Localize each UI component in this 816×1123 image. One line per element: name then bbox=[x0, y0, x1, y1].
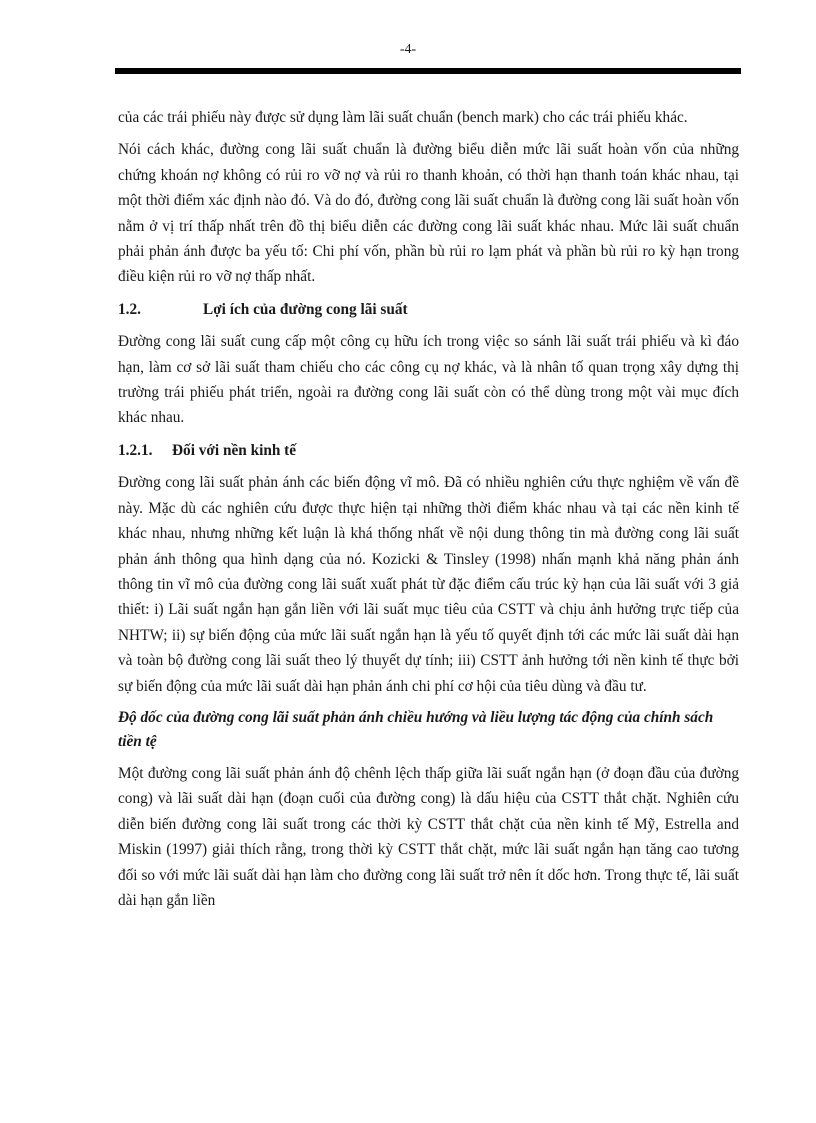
paragraph-4: Đường cong lãi suất phản ánh các biến động vĩ mô. Đã có nhiều nghiên cứu thực nghiệm về vấn đề này. Mặc dù các nghiên cứu được thực hiện tại những thời điểm khác nhau và tại các nền kinh tế khác nhau, nhưng những kết luận là khá thống nhất về nội dung thông tin mà đường cong lãi suất phản ánh thông qua hình dạng của nó. Kozicki & Tinsley (1998) nhấn mạnh khả năng phản ánh thông tin vĩ mô của đường cong lãi suất xuất phát từ đặc điểm cấu trúc kỳ hạn của lãi suất với 3 giả thiết: i) Lãi suất ngắn hạn gắn liền với lãi suất mục tiêu của CSTT và chịu ảnh hưởng trực tiếp của NHTW; ii) sự biến động của mức lãi suất ngắn hạn là yếu tố quyết định tới các mức lãi suất dài hạn và toàn bộ đường cong lãi suất theo lý thuyết dự tính; iii) CSTT ảnh hưởng tới nền kinh tế thực bởi sự biến động của mức lãi suất dài hạn phản ánh chi phí cơ hội của tiêu dùng và đầu tư. bbox=[118, 474, 739, 695]
section-title: Lợi ích của đường cong lãi suất bbox=[203, 300, 408, 318]
subsection-number: 1.2.1. bbox=[118, 441, 153, 459]
italic-heading: Độ dốc của đường cong lãi suất phản ánh chiều hướng và liều lượng tác động của chính sách tiền tệ bbox=[118, 708, 714, 750]
paragraph-2: Nói cách khác, đường cong lãi suất chuẩn là đường biểu diễn mức lãi suất hoàn vốn của những chứng khoán nợ không có rủi ro vỡ nợ và rủi ro thanh khoản, có thời hạn thanh toán khác nhau, tại một thời điểm xác định nào đó. Và do đó, đường cong lãi suất chuẩn là đường cong lãi suất hoàn vốn nằm ở vị trí thấp nhất trên đồ thị biểu diễn các đường cong lãi suất khác nhau. Mức lãi suất chuẩn phải phản ánh được ba yếu tố: Chi phí vốn, phần bù rủi ro lạm phát và phần bù rủi ro kỳ hạn trong điều kiện rủi ro vỡ nợ thấp nhất. bbox=[118, 141, 739, 286]
paragraph-3: Đường cong lãi suất cung cấp một công cụ hữu ích trong việc so sánh lãi suất trái phiếu và kì đáo hạn, làm cơ sở lãi suất tham chiếu cho các công cụ nợ khác, và là nhân tố quan trọng xây dựng thị trường trái phiếu phát triển, ngoài ra đường cong lãi suất còn có thể dùng trong một vài mục đích khác nhau. bbox=[118, 333, 739, 427]
paragraph-1: của các trái phiếu này được sử dụng làm lãi suất chuẩn (bench mark) cho các trái phiếu khác. bbox=[118, 109, 688, 126]
section-heading-1-2 bbox=[118, 297, 739, 322]
paragraph-5: Một đường cong lãi suất phản ánh độ chênh lệch thấp giữa lãi suất ngắn hạn (ở đoạn đầu của đường cong) và lãi suất dài hạn (đoạn cuối của đường cong) là dấu hiệu của CSTT thắt chặt. Nghiên cứu diễn biến đường cong lãi suất trong các thời kỳ CSTT thắt chặt của nền kinh tế Mỹ, Estrella and Miskin (1997) giải thích rằng, trong thời kỳ CSTT thắt chặt, mức lãi suất ngắn hạn tăng cao tương đối so với mức lãi suất dài hạn làm cho đường cong lãi suất trở nên ít dốc hơn. Trong thực tế, lãi suất dài hạn gắn liền bbox=[118, 764, 739, 909]
page-number: -4- bbox=[399, 42, 417, 57]
page-content bbox=[118, 105, 739, 920]
section-number: 1.2. bbox=[118, 300, 141, 318]
section-heading-1-2-1 bbox=[118, 438, 739, 463]
header-rule bbox=[115, 68, 741, 74]
subsection-title: Đối với nền kinh tế bbox=[172, 441, 297, 459]
